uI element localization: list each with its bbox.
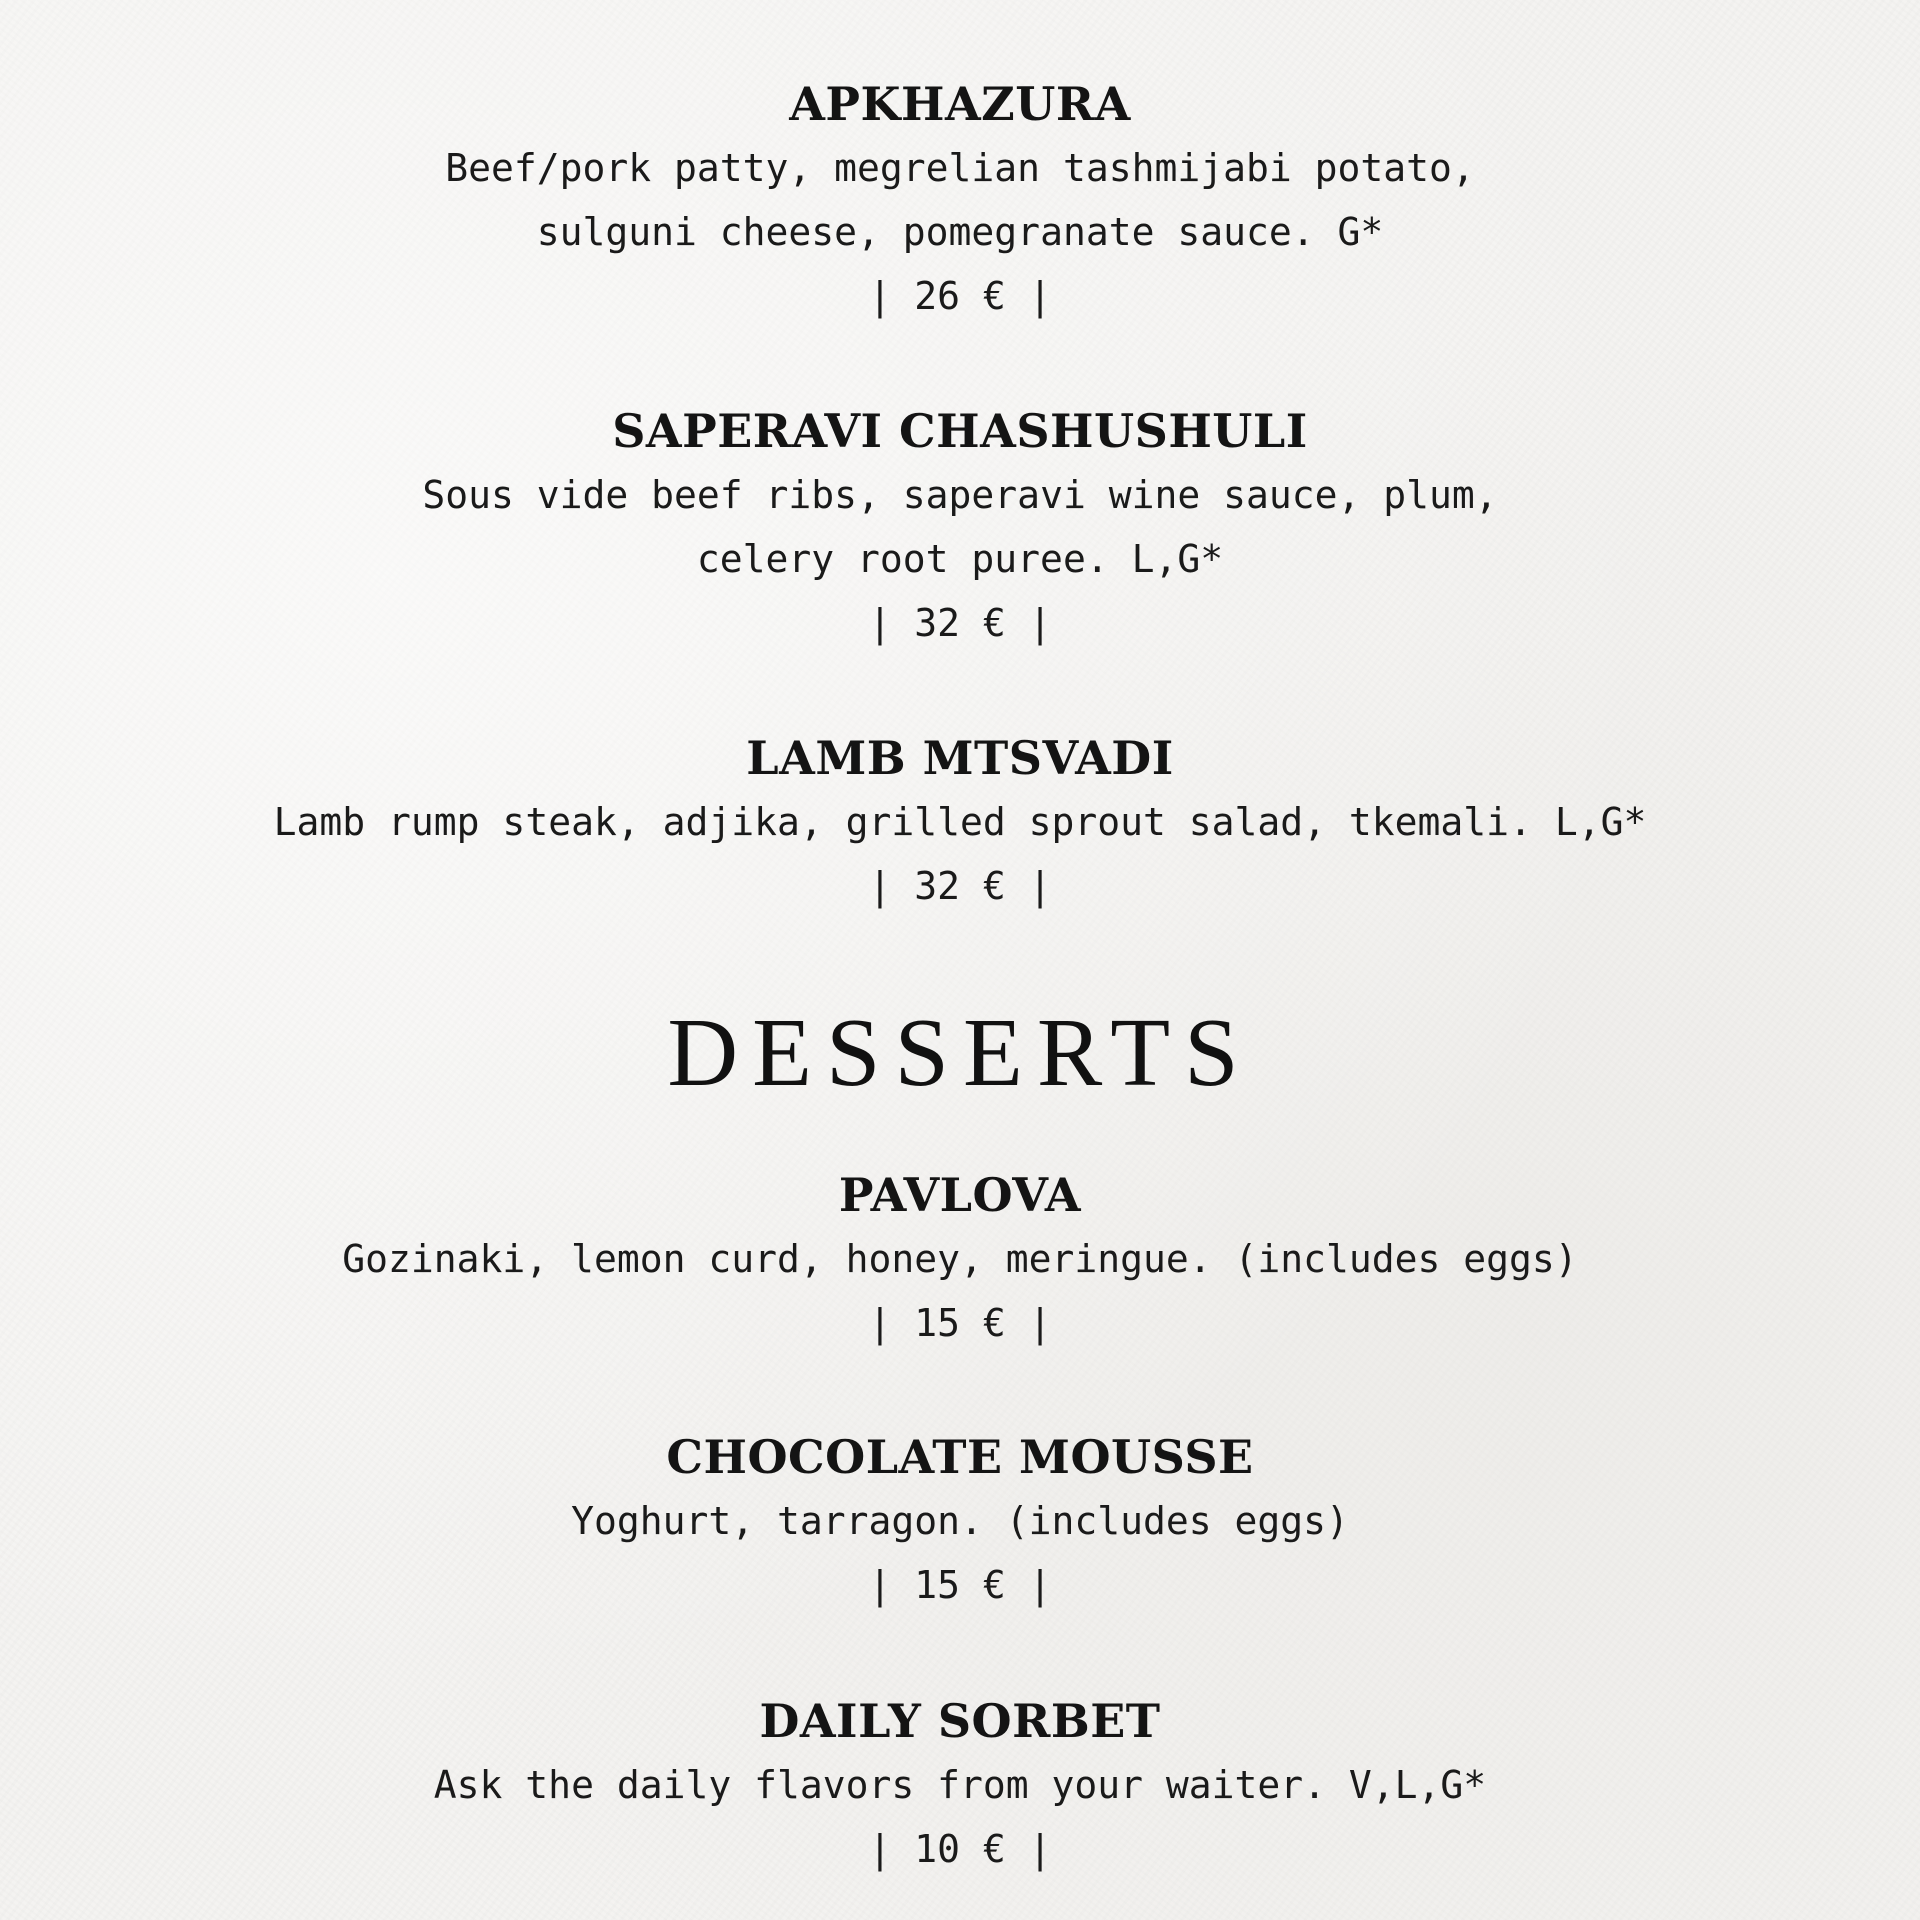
dish-name: LAMB MTSVADI <box>746 731 1174 785</box>
menu-item-saperavi-chashushuli <box>0 399 1920 655</box>
dish-description-line: sulguni cheese, pomegranate sauce. G* <box>536 210 1384 254</box>
dish-description-line: Yoghurt, tarragon. (includes eggs) <box>571 1499 1349 1543</box>
dish-description <box>0 136 1920 264</box>
dish-name: SAPERAVI CHASHUSHULI <box>612 404 1308 458</box>
section-title-desserts: DESSERTS <box>667 999 1253 1107</box>
dish-price: | 15 € | <box>868 1563 1052 1607</box>
dish-description-line: Beef/pork patty, megrelian tashmijabi potato, <box>445 146 1475 190</box>
dish-description-line: Sous vide beef ribs, saperavi wine sauce, plum, <box>422 473 1498 517</box>
menu-item-daily-sorbet <box>0 1689 1920 1881</box>
dish-description-line: Lamb rump steak, adjika, grilled sprout salad, tkemali. L,G* <box>273 800 1647 844</box>
dish-name: PAVLOVA <box>838 1168 1082 1222</box>
dish-description <box>0 1753 1920 1817</box>
dish-price: | 10 € | <box>868 1827 1052 1871</box>
menu-item-lamb-mtsvadi <box>0 726 1920 918</box>
dish-price: | 15 € | <box>868 1301 1052 1345</box>
dish-name: CHOCOLATE MOUSSE <box>666 1430 1254 1484</box>
dish-description <box>0 1489 1920 1553</box>
dish-description <box>0 1227 1920 1291</box>
dish-price: | 26 € | <box>868 274 1052 318</box>
dish-name: DAILY SORBET <box>759 1694 1161 1748</box>
dish-name: APKHAZURA <box>789 77 1131 131</box>
menu-item-chocolate-mousse <box>0 1425 1920 1617</box>
dish-price: | 32 € | <box>868 601 1052 645</box>
dish-description <box>0 463 1920 591</box>
menu-item-apkhazura <box>0 72 1920 328</box>
dish-description <box>0 790 1920 854</box>
dish-description-line: Gozinaki, lemon curd, honey, meringue. (includes eggs) <box>342 1237 1578 1281</box>
dish-price: | 32 € | <box>868 864 1052 908</box>
dish-description-line: celery root puree. L,G* <box>696 537 1224 581</box>
dish-description-line: Ask the daily flavors from your waiter. V,L,G* <box>433 1763 1487 1807</box>
menu-item-pavlova <box>0 1163 1920 1355</box>
